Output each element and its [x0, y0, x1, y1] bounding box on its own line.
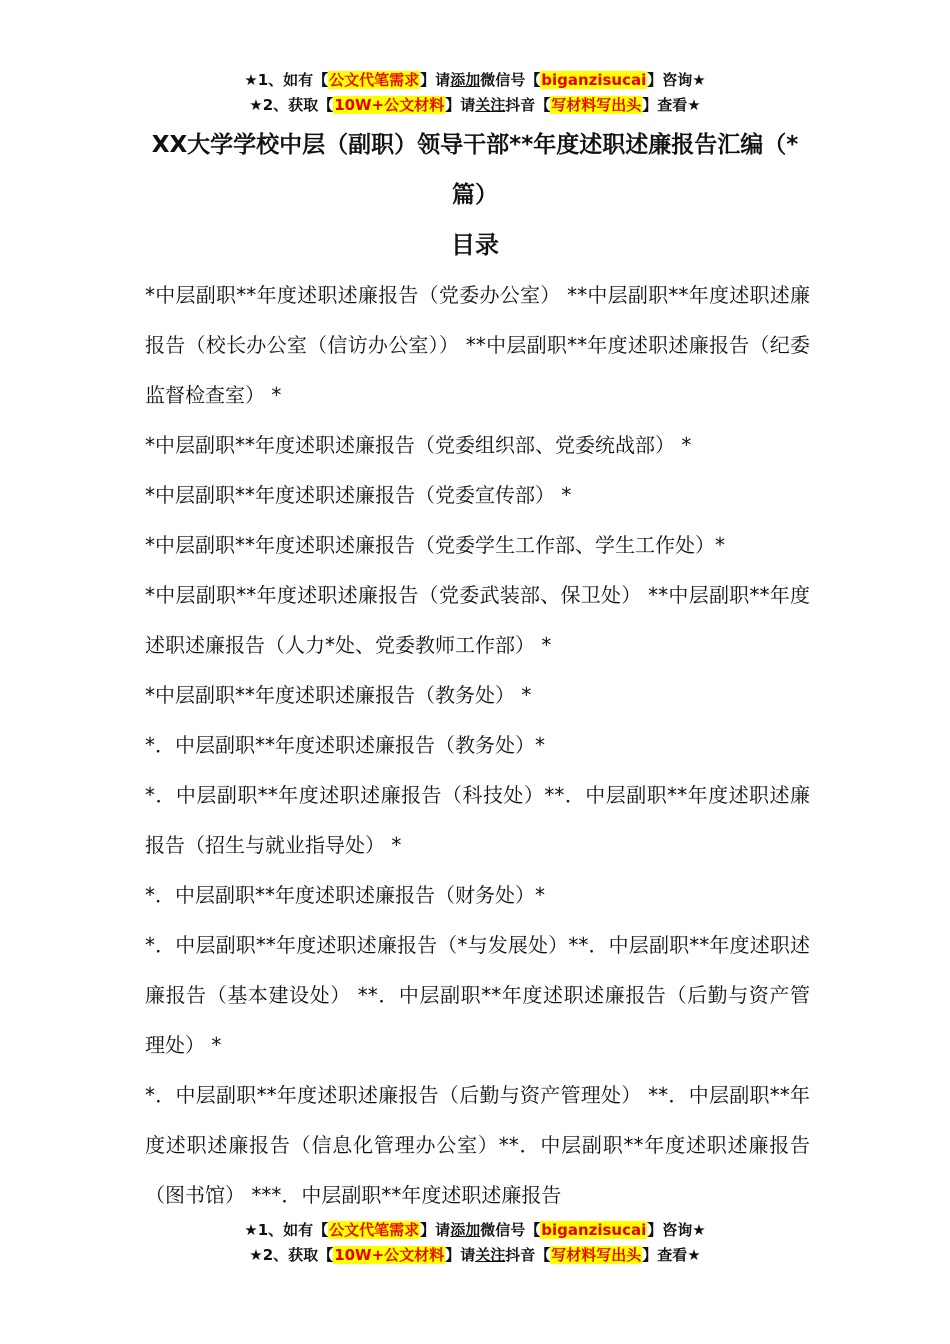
toc-entry-text: *．中层副职**年度述职述廉报告（财务处）*	[145, 883, 545, 907]
toc-entry	[145, 870, 810, 920]
banner-text: ★1、如有【	[244, 71, 329, 89]
toc-entry	[145, 420, 810, 470]
banner-line-2	[0, 1243, 950, 1268]
toc-entry-text: *中层副职**年度述职述廉报告（党委武装部、保卫处） **中层副职**年度述职述廉报告（人力*处、党委教师工作部） *	[145, 583, 810, 657]
toc-entry-text: *．中层副职**年度述职述廉报告（教务处）*	[145, 733, 545, 757]
toc-entry	[145, 670, 810, 720]
banner-highlight: biganzisucai	[541, 71, 647, 89]
banner-highlight: 公文代笔需求	[329, 1221, 420, 1239]
banner-line-2	[0, 93, 950, 118]
footer-banner	[0, 1218, 950, 1268]
banner-text: 】查看★	[642, 96, 701, 114]
banner-underline: 关注	[475, 96, 506, 114]
banner-text: 】请	[445, 96, 476, 114]
document-title: XX大学学校中层（副职）领导干部**年度述职述廉报告汇编（*篇）	[151, 132, 799, 208]
banner-highlight: 写材料写出头	[551, 1246, 642, 1264]
toc-entry	[145, 770, 810, 870]
toc-entry-text: *．中层副职**年度述职述廉报告（科技处）**．中层副职**年度述职述廉报告（招生与就业指导处） *	[145, 783, 810, 857]
toc-entry	[145, 470, 810, 520]
toc-entry-text: *中层副职**年度述职述廉报告（教务处） *	[145, 683, 532, 707]
banner-line-1	[0, 68, 950, 93]
banner-highlight: biganzisucai	[541, 1221, 647, 1239]
banner-highlight: 写材料写出头	[551, 96, 642, 114]
banner-text: 】查看★	[642, 1246, 701, 1264]
banner-line-1	[0, 1218, 950, 1243]
banner-underline: 关注	[475, 1246, 506, 1264]
banner-text: ★1、如有【	[244, 1221, 329, 1239]
banner-text: 】咨询★	[647, 1221, 706, 1239]
banner-highlight: 10W+公文材料	[334, 96, 445, 114]
toc-entry-text: *中层副职**年度述职述廉报告（党委办公室） **中层副职**年度述职述廉报告（校长办公室（信访办公室）） **中层副职**年度述职述廉报告（纪委监督检查室） *	[145, 283, 810, 407]
banner-underline: 添加	[450, 1221, 481, 1239]
toc-entry-text: *中层副职**年度述职述廉报告（党委组织部、党委统战部） *	[145, 433, 692, 457]
banner-text: 微信号【	[480, 71, 541, 89]
toc-entry-text: *中层副职**年度述职述廉报告（党委学生工作部、学生工作处）*	[145, 533, 725, 557]
toc-entry	[145, 1070, 810, 1220]
toc-entry-text: *中层副职**年度述职述廉报告（党委宣传部） *	[145, 483, 572, 507]
banner-highlight: 10W+公文材料	[334, 1246, 445, 1264]
toc-entry	[145, 570, 810, 670]
toc-entry	[145, 920, 810, 1070]
toc-entry-text: *．中层副职**年度述职述廉报告（后勤与资产管理处） **．中层副职**年度述职述廉报告（信息化管理办公室）**．中层副职**年度述职述廉报告（图书馆） ***．中层副职**年度述职述廉报告	[145, 1083, 810, 1207]
table-of-contents	[145, 270, 810, 1220]
banner-text: 抖音【	[505, 96, 551, 114]
banner-highlight: 公文代笔需求	[329, 71, 420, 89]
header-banner	[0, 68, 950, 118]
banner-text: ★2、获取【	[249, 96, 334, 114]
banner-text: 】请	[420, 1221, 451, 1239]
toc-heading: 目录	[451, 231, 499, 259]
toc-entry	[145, 270, 810, 420]
banner-text: 】咨询★	[647, 71, 706, 89]
banner-underline: 添加	[450, 71, 481, 89]
toc-entry	[145, 520, 810, 570]
banner-text: 】请	[420, 71, 451, 89]
banner-text: 微信号【	[480, 1221, 541, 1239]
toc-entry	[145, 720, 810, 770]
toc-entry-text: *．中层副职**年度述职述廉报告（*与发展处）**．中层副职**年度述职述廉报告（基本建设处） **．中层副职**年度述职述廉报告（后勤与资产管理处） *	[145, 933, 810, 1057]
banner-text: 】请	[445, 1246, 476, 1264]
banner-text: 抖音【	[505, 1246, 551, 1264]
banner-text: ★2、获取【	[249, 1246, 334, 1264]
